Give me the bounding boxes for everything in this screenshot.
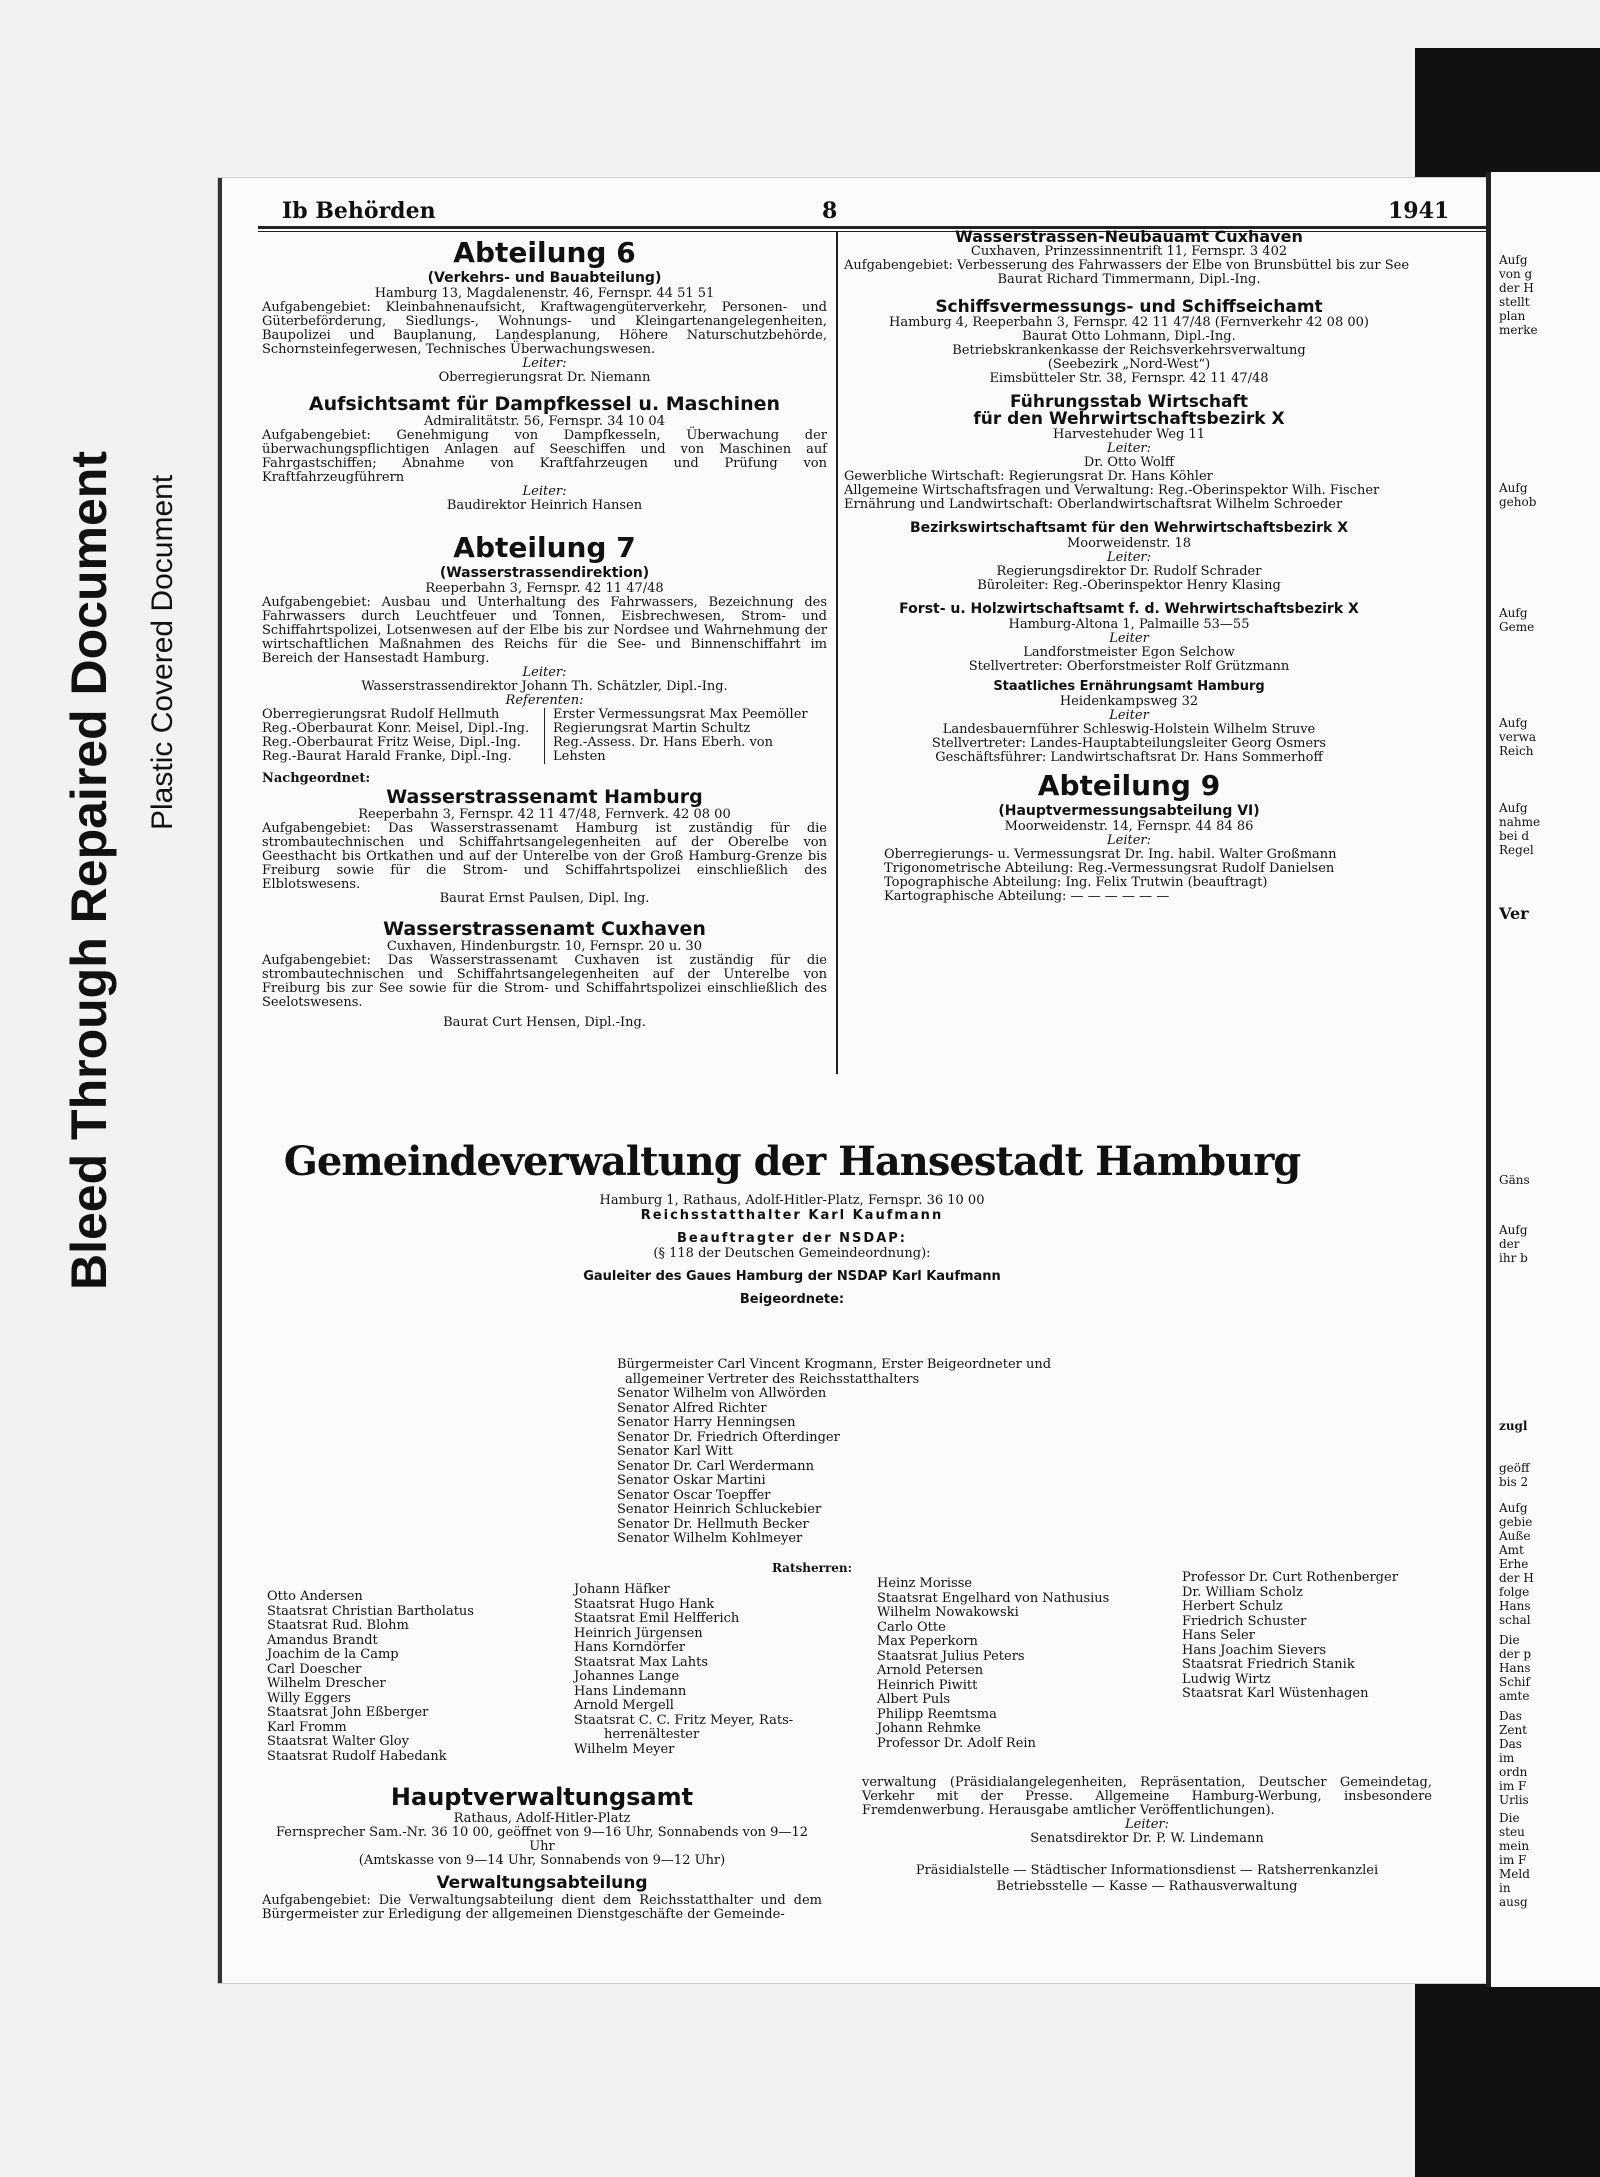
adjacent-page — [1486, 172, 1600, 1987]
neubau-leiter: Baurat Richard Timmermann, Dipl.-Ing. — [997, 272, 1261, 287]
fragment: der — [1499, 1237, 1520, 1251]
ratsherr: Staatsrat Emil Helfferich — [574, 1611, 740, 1626]
fragment: Meld — [1499, 1867, 1530, 1881]
ernaehrung-line: Stellvertreter: Landes-Hauptabteilungsleiter Georg Osmers — [931, 736, 1327, 751]
abt6-title: Abteilung 6 — [453, 236, 636, 269]
senator-list — [617, 1358, 1117, 1547]
dampf-title: Aufsichtsamt für Dampfkessel u. Maschinen — [308, 393, 781, 415]
ratsherr: Wilhelm Meyer — [574, 1741, 675, 1757]
ratsherr: Staatsrat Engelhard von Nathusius — [877, 1590, 1110, 1606]
seeamt-title: Schiffsvermessungs- und Schiffseichamt — [935, 297, 1323, 317]
gemeinde-title: Gemeindeverwaltung der Hansestadt Hamburg — [283, 1138, 1301, 1185]
senator-entry: Senator Dr. Hellmuth Becker — [617, 1516, 809, 1532]
ratsherren-col-3 — [877, 1577, 1109, 1751]
beigeordnete-label: Beigeordnete: — [739, 1292, 845, 1307]
column-divider — [836, 232, 838, 1074]
bezirk-addr: Moorweidenstr. 18 — [1066, 536, 1192, 551]
fragment: Amt — [1499, 1543, 1524, 1557]
ratsherr: Otto Andersen — [267, 1589, 363, 1604]
fuehrung-line: Gewerbliche Wirtschaft: Regierungsrat Dr. Hans Köhler — [844, 469, 1213, 484]
fragment: Hans — [1499, 1661, 1531, 1675]
fuehrung-line: Allgemeine Wirtschaftsfragen und Verwaltung: Reg.-Oberinspektor Wilh. Fischer — [844, 483, 1380, 498]
ratsherr: Herbert Schulz — [1182, 1599, 1283, 1614]
ratsherr: Hans Korndörfer — [574, 1640, 686, 1655]
abt6-leiter-label: Leiter: — [522, 356, 567, 371]
wsa-hh-leiter: Baurat Ernst Paulsen, Dipl. Ing. — [439, 891, 650, 906]
abt7-aufgaben: Aufgabengebiet: Ausbau und Unterhaltung des Fahrwassers, Bezeichnung des Fahrwassers durch Leuchtfeuer und Tonnen, Eisbrechwesen, Strom- und Schiffahrtspolizei, Lotsenwesen auf der Elbe bis zur Nordsee und Wahrnehmung der wirtschaftlichen Maßnahmen des Reichs für die See- und Binnenschiffahrt im Bereich der Hansestadt Hamburg. — [262, 595, 827, 666]
bezirk-leiter-label: Leiter: — [1107, 550, 1151, 565]
wsa-cux-addr: Cuxhaven, Hindenburgstr. 10, Fernspr. 20 u. 30 — [386, 939, 703, 954]
ernaehrung-addr: Heidenkampsweg 32 — [1059, 694, 1199, 709]
seeamt-addr: Hamburg 4, Reeperbahn 3, Fernspr. 42 11 47/48 (Fernverkehr 42 08 00) — [889, 315, 1369, 330]
neubau-addr: Cuxhaven, Prinzessinnentrift 11, Fernspr. 3 402 — [970, 244, 1288, 259]
ernaehrung-leiter-label: Leiter — [1109, 708, 1149, 723]
ratsherren-col-1 — [267, 1590, 474, 1764]
side-label-bleed — [60, 451, 118, 1290]
fragment: merke — [1499, 323, 1538, 337]
fragment: in — [1499, 1881, 1511, 1895]
fragment: Reich — [1499, 744, 1534, 758]
ratsherr: Heinrich Piwitt — [877, 1677, 978, 1693]
senator-entry: Senator Harry Henningsen — [617, 1415, 796, 1430]
fragment: der p — [1499, 1647, 1532, 1661]
fragment: Zent — [1499, 1723, 1527, 1737]
senator-entry: Senator Wilhelm von Allwörden — [617, 1386, 827, 1401]
fragment: Die — [1499, 1811, 1520, 1825]
ratsherr: Staatsrat Rudolf Habedank — [267, 1748, 447, 1764]
ratsherr: Carl Doescher — [267, 1661, 362, 1677]
side-label-plastic: Plastic Covered Document — [146, 474, 179, 830]
beauftragter: Beauftragter der NSDAP: — [677, 1231, 907, 1246]
abt9-line: Topographische Abteilung: Ing. Felix Trutwin (beauftragt) — [884, 875, 1268, 890]
fuehrung-leiter: Dr. Otto Wolff — [1083, 455, 1175, 470]
fragment: zugl — [1499, 1419, 1528, 1433]
ratsherr: Staatsrat Friedrich Stanik — [1182, 1657, 1355, 1672]
verw-text: Aufgabengebiet: Die Verwaltungsabteilung dient dem Reichsstatthalter und dem Bürgermeister zur Erledigung der allgemeinen Dienstgeschäfte der Gemeinde- — [262, 1893, 822, 1922]
wsa-hh-aufgaben: Aufgabengebiet: Das Wasserstrassenamt Hamburg ist zuständig für die strombautechnischen und Schiffahrtsangelegenheiten auf der Oberelbe von Geesthacht bis Ortkathen und auf der Unterelbe von der Groß Hamburg-Grenze bis Freiburg sowie für die Strom- und Schiffahrtspolizei einschließlich des Elblotswesens. — [262, 821, 827, 892]
abt9-line: Kartographische Abteilung: — — — — — — — [884, 889, 1170, 904]
fragment: bis 2 — [1499, 1475, 1529, 1489]
senator-entry: Senator Alfred Richter — [617, 1400, 767, 1416]
senator-entry: Senator Wilhelm Kohlmeyer — [617, 1531, 803, 1546]
ratsherren-label: Ratsherren: — [771, 1561, 853, 1575]
header-page-number: 8 — [822, 198, 838, 224]
left-column — [262, 236, 827, 1030]
ratsherr: Johann Häfker — [574, 1582, 670, 1597]
abt6-sub: (Verkehrs- und Bauabteilung) — [427, 270, 662, 286]
abt7-leiter: Wasserstrassendirektor Johann Th. Schätzler, Dipl.-Ing. — [361, 679, 728, 694]
haupt-addr: Rathaus, Adolf-Hitler-Platz — [453, 1811, 631, 1826]
fragment: gehob — [1499, 495, 1537, 509]
ratsherr: Johann Rehmke — [877, 1721, 981, 1736]
fragment: Aufg — [1499, 1223, 1528, 1237]
abt9-title: Abteilung 9 — [1037, 769, 1221, 802]
ratsherr: Karl Fromm — [267, 1719, 347, 1735]
fragment: Aufg — [1499, 716, 1528, 730]
ratsherr: Wilhelm Nowakowski — [877, 1605, 1019, 1620]
ref-left: Oberregierungsrat Rudolf Hellmuth — [262, 707, 500, 722]
dampf-leiter-label: Leiter: — [522, 484, 567, 499]
abt9-line: Oberregierungs- u. Vermessungsrat Dr. Ing. habil. Walter Großmann — [884, 847, 1337, 862]
page-header — [282, 198, 1600, 222]
haupt-leiter-label: Leiter: — [1125, 1817, 1169, 1832]
abt9-addr: Moorweidenstr. 14, Fernspr. 44 84 86 — [1004, 819, 1254, 834]
haupt-stellen2: Betriebsstelle — Kasse — Rathausverwaltung — [996, 1879, 1298, 1894]
senator-entry: Senator Karl Witt — [617, 1444, 733, 1459]
ref-right: Regierungsrat Martin Schultz — [553, 721, 751, 736]
fragment: ihr b — [1499, 1251, 1528, 1265]
ratsherr: Staatsrat John Eßberger — [267, 1705, 429, 1720]
fragment: verwa — [1499, 730, 1537, 744]
ratsherr: Staatsrat Julius Peters — [877, 1648, 1025, 1664]
forst-title: Forst- u. Holzwirtschaftsamt f. d. Wehrwirtschaftsbezirk X — [899, 601, 1359, 617]
haupt-stellen1: Präsidialstelle — Städtischer Informationsdienst — Ratsherrenkanzlei — [915, 1863, 1379, 1878]
ernaehrung-title: Staatliches Ernährungsamt Hamburg — [993, 679, 1265, 694]
fragment: Aufg — [1499, 606, 1528, 620]
forst-leiter-label: Leiter — [1109, 631, 1149, 646]
ratsherr: Friedrich Schuster — [1182, 1613, 1307, 1629]
document-page — [218, 178, 1488, 1983]
fuehrung-title1: Führungsstab Wirtschaft — [1009, 392, 1249, 412]
ref-divider — [544, 708, 545, 764]
senator-entry: Senator Dr. Carl Werdermann — [617, 1458, 815, 1474]
fragment: stellt — [1499, 295, 1530, 309]
fragment: Hans — [1499, 1599, 1531, 1613]
fragment: schal — [1499, 1613, 1531, 1627]
ratsherr: Willy Eggers — [267, 1690, 351, 1706]
senator-entry: Bürgermeister Carl Vincent Krogmann, Erster Beigeordneter und — [617, 1357, 1052, 1372]
reichsstatthalter: Reichsstatthalter Karl Kaufmann — [640, 1208, 944, 1223]
fuehrung-addr: Harvestehuder Weg 11 — [1052, 427, 1206, 442]
header-left: Ib Behörden — [282, 198, 436, 224]
fragment: ausg — [1499, 1895, 1528, 1909]
bkk-line2: (Seebezirk „Nord-West“) — [1047, 357, 1211, 372]
abt6-leiter: Oberregierungsrat Dr. Niemann — [438, 370, 651, 385]
ratsherr: Heinz Morisse — [877, 1576, 973, 1591]
fragment: im F — [1499, 1853, 1527, 1867]
senator-entry: Senator Dr. Friedrich Ofterdinger — [617, 1429, 840, 1445]
hauptverwaltung-right — [862, 1776, 1432, 1894]
ref-left: Reg.-Oberbaurat Konr. Meisel, Dipl.-Ing. — [262, 721, 530, 736]
forst-stell: Stellvertreter: Oberforstmeister Rolf Grützmann — [968, 659, 1290, 674]
ref-right-list — [553, 708, 827, 764]
fragment: Schif — [1499, 1675, 1530, 1689]
fragment: Regel — [1499, 843, 1534, 857]
header-year: 1941 — [1388, 198, 1450, 224]
bezirk-buero: Büroleiter: Reg.-Oberinspektor Henry Klasing — [977, 578, 1281, 593]
ratsherr: Heinrich Jürgensen — [574, 1625, 703, 1641]
fragment: Das — [1499, 1709, 1522, 1723]
fragment: der H — [1499, 1571, 1534, 1585]
ratsherr: Hans Joachim Sievers — [1182, 1642, 1327, 1658]
senator-entry: Senator Oscar Toepffer — [617, 1487, 771, 1503]
abt9-line: Trigonometrische Abteilung: Reg.-Vermessungsrat Rudolf Danielsen — [884, 861, 1335, 876]
fragment: amte — [1499, 1689, 1530, 1703]
abt7-sub: (Wasserstrassendirektion) — [439, 565, 650, 581]
ratsherr: Professor Dr. Adolf Rein — [877, 1735, 1036, 1751]
ratsherren-col-2 — [574, 1583, 793, 1757]
gauleiter: Gauleiter des Gaues Hamburg der NSDAP Karl Kaufmann — [583, 1269, 1001, 1284]
fragment: folge — [1499, 1585, 1530, 1599]
haupt-right-text: verwaltung (Präsidialangelegenheiten, Repräsentation, Deutscher Gemeindetag, Verkehr mit der Presse. Allgemeine Hamburg-Werbung, insbesondere Fremdenwerbung. Herausgabe amtlicher Veröffentlichungen). — [862, 1775, 1432, 1818]
fragment: Das — [1499, 1737, 1522, 1751]
dampf-aufgaben: Aufgabengebiet: Genehmigung von Dampfkesseln, Überwachung der überwachungspflichtigen Anlagen auf Seeschiffen und von Maschinen auf Fahrgastschiffen; Abnahme von Kraftfahrzeugen und Prüfung von Kraftfahrzeugführern — [262, 428, 827, 485]
gemeinde-header-block — [342, 1193, 1242, 1307]
fuehrung-line: Ernährung und Landwirtschaft: Oberlandwirtschaftsrat Wilhelm Schroeder — [844, 497, 1343, 512]
ref-left-list — [262, 708, 536, 764]
haupt-leiter: Senatsdirektor Dr. P. W. Lindemann — [1030, 1831, 1264, 1846]
ref-left: Reg.-Baurat Harald Franke, Dipl.-Ing. — [262, 749, 512, 764]
abt7-addr: Reeperbahn 3, Fernspr. 42 11 47/48 — [425, 581, 664, 596]
ratsherr: Amandus Brandt — [267, 1632, 378, 1648]
ratsherr: Staatsrat Rud. Blohm — [267, 1618, 409, 1633]
fragment: gebie — [1499, 1515, 1533, 1529]
fragment: Aufg — [1499, 253, 1528, 267]
fragment: Die — [1499, 1633, 1520, 1647]
abt6-aufgaben: Aufgabengebiet: Kleinbahnenaufsicht, Kraftwagengüterverkehr, Personen- und Güterbeförderung, Siedlungs-, Wohnungs- und Kleingartenangelegenheiten, Baupolizei und Bauplanung, Landesplanung, Höhere Naturschutzbehörde, Schornsteinfegerwesen, Technisches Überwachungswesen. — [262, 300, 827, 357]
ratsherr: Johannes Lange — [574, 1669, 680, 1684]
fragment: bei d — [1499, 829, 1530, 843]
ratsherr: Joachim de la Camp — [267, 1647, 399, 1662]
ratsherr: Hans Seler — [1182, 1628, 1255, 1643]
fragment: Aufg — [1499, 481, 1528, 495]
fragment: Aufg — [1499, 801, 1528, 815]
fuehrung-leiter-label: Leiter: — [1107, 441, 1151, 456]
fragment: im — [1499, 1751, 1515, 1765]
bkk-addr: Eimsbütteler Str. 38, Fernspr. 42 11 47/48 — [989, 371, 1269, 386]
ratsherr: herrenältester — [604, 1727, 700, 1742]
senator-entry: Senator Heinrich Schluckebier — [617, 1502, 822, 1517]
ratsherr: Staatsrat Hugo Hank — [574, 1596, 715, 1612]
abt7-ref-label: Referenten: — [505, 693, 584, 708]
wsa-hh-addr: Reeperbahn 3, Fernspr. 42 11 47/48, Fernverk. 42 08 00 — [358, 807, 731, 822]
fuehrung-title2: für den Wehrwirtschaftsbezirk X — [973, 409, 1285, 429]
gemeinde-addr: Hamburg 1, Rathaus, Adolf-Hitler-Platz, Fernspr. 36 10 00 — [599, 1193, 985, 1208]
fragment: Aufg — [1499, 1501, 1528, 1515]
fragment: ordn — [1499, 1765, 1528, 1779]
abt6-addr: Hamburg 13, Magdalenenstr. 46, Fernspr. 44 51 51 — [374, 286, 715, 301]
ratsherr: Philipp Reemtsma — [877, 1706, 997, 1722]
bleed-text: Bleed Through — [61, 937, 117, 1290]
ratsherr: Max Peperkorn — [877, 1634, 978, 1649]
ratsherr: Staatsrat Walter Gloy — [267, 1734, 409, 1749]
ratsherr: Staatsrat C. C. Fritz Meyer, Rats- — [574, 1712, 794, 1728]
haupt-kasse: (Amtskasse von 9—14 Uhr, Sonnabends von 9—12 Uhr) — [358, 1853, 726, 1868]
ratsherren-col-4 — [1182, 1571, 1398, 1702]
ratsherr: Dr. William Scholz — [1182, 1584, 1303, 1600]
ratsherr: Staatsrat Christian Bartholatus — [267, 1603, 474, 1619]
seeamt-leiter: Baurat Otto Lohmann, Dipl.-Ing. — [1022, 329, 1236, 344]
ref-right: Erster Vermessungsrat Max Peemöller — [553, 707, 808, 722]
fragment: plan — [1499, 309, 1526, 323]
ratsherr: Staatsrat Karl Wüstenhagen — [1182, 1686, 1369, 1701]
fragment: der H — [1499, 281, 1534, 295]
fragment: Erhe — [1499, 1557, 1529, 1571]
ratsherr: Professor Dr. Curt Rothenberger — [1182, 1570, 1398, 1585]
abt7-title: Abteilung 7 — [453, 531, 636, 564]
fragment: Auße — [1499, 1529, 1531, 1543]
neubau-aufgaben: Aufgabengebiet: Verbesserung des Fahrwassers der Elbe von Brunsbüttel bis zur See — [844, 258, 1410, 273]
paragraph-ref: (§ 118 der Deutschen Gemeindeordnung): — [653, 1246, 931, 1261]
fragment: Urlis — [1499, 1793, 1529, 1807]
wsa-cux-aufgaben: Aufgabengebiet: Das Wasserstrassenamt Cuxhaven ist zuständig für die strombautechnischen und Schiffahrtsangelegenheiten auf der Unterelbe von Freiburg bis zur See sowie für die Strom- und Schiffahrtspolizei einschließlich des Seelotswesens. — [262, 953, 827, 1010]
ratsherr: Ludwig Wirtz — [1182, 1671, 1271, 1687]
ernaehrung-line: Geschäftsführer: Landwirtschaftsrat Dr. Hans Sommerhoff — [935, 750, 1323, 765]
ratsherr: Hans Lindemann — [574, 1683, 687, 1699]
verw-title: Verwaltungsabteilung — [436, 1873, 648, 1893]
forst-leiter: Landforstmeister Egon Selchow — [1023, 645, 1235, 660]
fragment: nahme — [1499, 815, 1541, 829]
ratsherr: Albert Puls — [877, 1692, 951, 1707]
abt7-referenten — [262, 708, 827, 764]
forst-addr: Hamburg-Altona 1, Palmaille 53—55 — [1008, 617, 1250, 632]
abt7-leiter-label: Leiter: — [522, 665, 567, 680]
ref-left: Reg.-Oberbaurat Fritz Weise, Dipl.-Ing. — [262, 735, 521, 750]
dampf-leiter: Baudirektor Heinrich Hansen — [446, 498, 643, 513]
fragment: steu — [1499, 1825, 1525, 1839]
bkk-line1: Betriebskrankenkasse der Reichsverkehrsverwaltung — [952, 343, 1306, 358]
wsa-cux-leiter: Baurat Curt Hensen, Dipl.-Ing. — [443, 1015, 646, 1030]
hauptverwaltung-left — [262, 1782, 822, 1922]
haupt-fern: Fernsprecher Sam.-Nr. 36 10 00, geöffnet von 9—16 Uhr, Sonnabends von 9—12 Uhr — [275, 1825, 808, 1854]
fragment: geöff — [1499, 1461, 1530, 1475]
abt9-leiter-label: Leiter: — [1107, 833, 1151, 848]
ratsherr: Arnold Petersen — [877, 1663, 984, 1678]
neubau-title: Wasserstrassen-Neubauamt Cuxhaven — [955, 227, 1303, 246]
dampf-addr: Admiralitätstr. 56, Fernspr. 34 10 04 — [424, 414, 665, 429]
fragment: mein — [1499, 1839, 1530, 1853]
nachgeordnet-label: Nachgeordnet: — [262, 771, 371, 786]
repaired-text: Repaired Document — [61, 451, 117, 924]
fragment: von g — [1499, 267, 1533, 281]
ref-right: Reg.-Assess. Dr. Hans Eberh. von Lehsten — [553, 735, 773, 764]
senator-entry: allgemeiner Vertreter des Reichsstatthalters — [625, 1371, 920, 1387]
wsa-hh-title: Wasserstrassenamt Hamburg — [386, 786, 703, 808]
ratsherr: Arnold Mergell — [574, 1698, 674, 1713]
ratsherr: Carlo Otte — [877, 1619, 946, 1635]
ratsherr: Staatsrat Max Lahts — [574, 1654, 709, 1670]
haupt-title: Hauptverwaltungsamt — [390, 1783, 694, 1811]
fragment: Gäns — [1499, 1173, 1530, 1187]
fragment: im F — [1499, 1779, 1527, 1793]
wsa-cux-title: Wasserstrassenamt Cuxhaven — [383, 918, 706, 940]
bezirk-leiter: Regierungsdirektor Dr. Rudolf Schrader — [996, 564, 1262, 579]
ernaehrung-line: Landesbauernführer Schleswig-Holstein Wilhelm Struve — [942, 722, 1316, 737]
right-column — [844, 228, 1414, 904]
ratsherr: Wilhelm Drescher — [267, 1676, 386, 1691]
senator-entry: Senator Oskar Martini — [617, 1473, 766, 1488]
fragment: Geme — [1499, 620, 1535, 634]
abt9-sub: (Hauptvermessungsabteilung VI) — [998, 803, 1260, 819]
bezirk-title: Bezirkswirtschaftsamt für den Wehrwirtschaftsbezirk X — [909, 520, 1349, 536]
fragment: Ver — [1499, 904, 1529, 923]
